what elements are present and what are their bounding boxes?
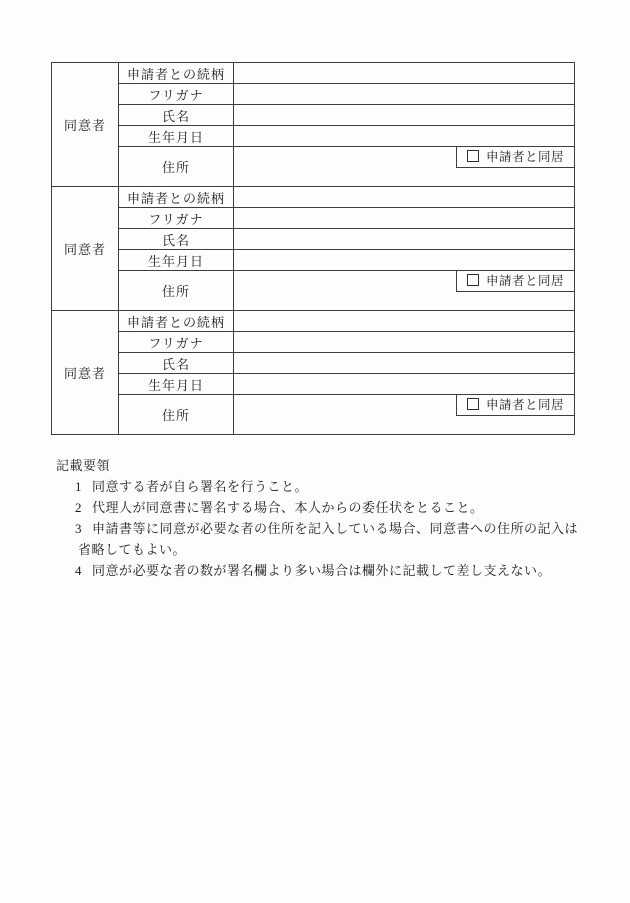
relationship-value-cell [234, 187, 575, 208]
table-row [52, 208, 575, 229]
table-row [52, 395, 575, 435]
row-label-relationship: 申請者との続柄 [119, 311, 234, 332]
furigana-value-cell [234, 332, 575, 353]
consenter-group-label: 同意者 [52, 311, 119, 435]
cohabit-with-applicant-option[interactable] [456, 147, 574, 168]
cohabit-label: 申請者と同居 [485, 150, 564, 164]
table-row [52, 311, 575, 332]
table-row [52, 374, 575, 395]
row-label-birthdate: 生年月日 [119, 126, 234, 147]
name-value-cell [234, 229, 575, 250]
note-item [75, 560, 581, 581]
consent-table [51, 62, 575, 435]
furigana-value-cell [234, 208, 575, 229]
checkbox-icon[interactable] [467, 274, 479, 286]
birthdate-value-cell [234, 126, 575, 147]
checkbox-icon[interactable] [467, 150, 479, 162]
notes-heading: 記載要領 [56, 458, 111, 473]
address-value-cell [234, 147, 575, 187]
table-row [52, 353, 575, 374]
row-label-relationship: 申請者との続柄 [119, 187, 234, 208]
checkbox-icon[interactable] [467, 398, 479, 410]
row-label-address: 住所 [119, 395, 234, 435]
note-item [75, 476, 581, 497]
table-row [52, 271, 575, 311]
cohabit-with-applicant-option[interactable] [456, 271, 574, 292]
address-value-cell [234, 271, 575, 311]
row-label-address: 住所 [119, 147, 234, 187]
cohabit-with-applicant-option[interactable] [456, 395, 574, 416]
notes-section [45, 455, 581, 581]
note-number: 4 [75, 563, 82, 578]
consenter-group-label: 同意者 [52, 187, 119, 311]
row-label-furigana: フリガナ [119, 84, 234, 105]
cohabit-label: 申請者と同居 [485, 274, 564, 288]
row-label-furigana: フリガナ [119, 332, 234, 353]
row-label-name: 氏名 [119, 353, 234, 374]
table-row [52, 229, 575, 250]
table-row [52, 147, 575, 187]
table-row [52, 63, 575, 84]
table-row [52, 332, 575, 353]
note-text: 同意が必要な者の数が署名欄より多い場合は欄外に記載して差し支えない。 [92, 563, 552, 578]
note-text: 申請書等に同意が必要な者の住所を記入している場合、同意書への住所の記入は省略してもよい。 [78, 521, 579, 557]
birthdate-value-cell [234, 250, 575, 271]
table-row [52, 105, 575, 126]
table-row [52, 126, 575, 147]
note-number: 1 [75, 479, 82, 494]
relationship-value-cell [234, 311, 575, 332]
note-item [75, 497, 581, 518]
row-label-furigana: フリガナ [119, 208, 234, 229]
row-label-name: 氏名 [119, 105, 234, 126]
address-value-cell [234, 395, 575, 435]
row-label-birthdate: 生年月日 [119, 250, 234, 271]
consenter-group-label: 同意者 [52, 63, 119, 187]
note-number: 3 [75, 521, 82, 536]
name-value-cell [234, 105, 575, 126]
note-text: 代理人が同意書に署名する場合、本人からの委任状をとること。 [92, 500, 484, 515]
table-row [52, 187, 575, 208]
table-row [52, 84, 575, 105]
furigana-value-cell [234, 84, 575, 105]
note-item [75, 518, 581, 560]
name-value-cell [234, 353, 575, 374]
row-label-address: 住所 [119, 271, 234, 311]
cohabit-label: 申請者と同居 [485, 398, 564, 412]
row-label-birthdate: 生年月日 [119, 374, 234, 395]
note-number: 2 [75, 500, 82, 515]
row-label-name: 氏名 [119, 229, 234, 250]
row-label-relationship: 申請者との続柄 [119, 63, 234, 84]
birthdate-value-cell [234, 374, 575, 395]
relationship-value-cell [234, 63, 575, 84]
table-row [52, 250, 575, 271]
note-text: 同意する者が自ら署名を行うこと。 [92, 479, 309, 494]
